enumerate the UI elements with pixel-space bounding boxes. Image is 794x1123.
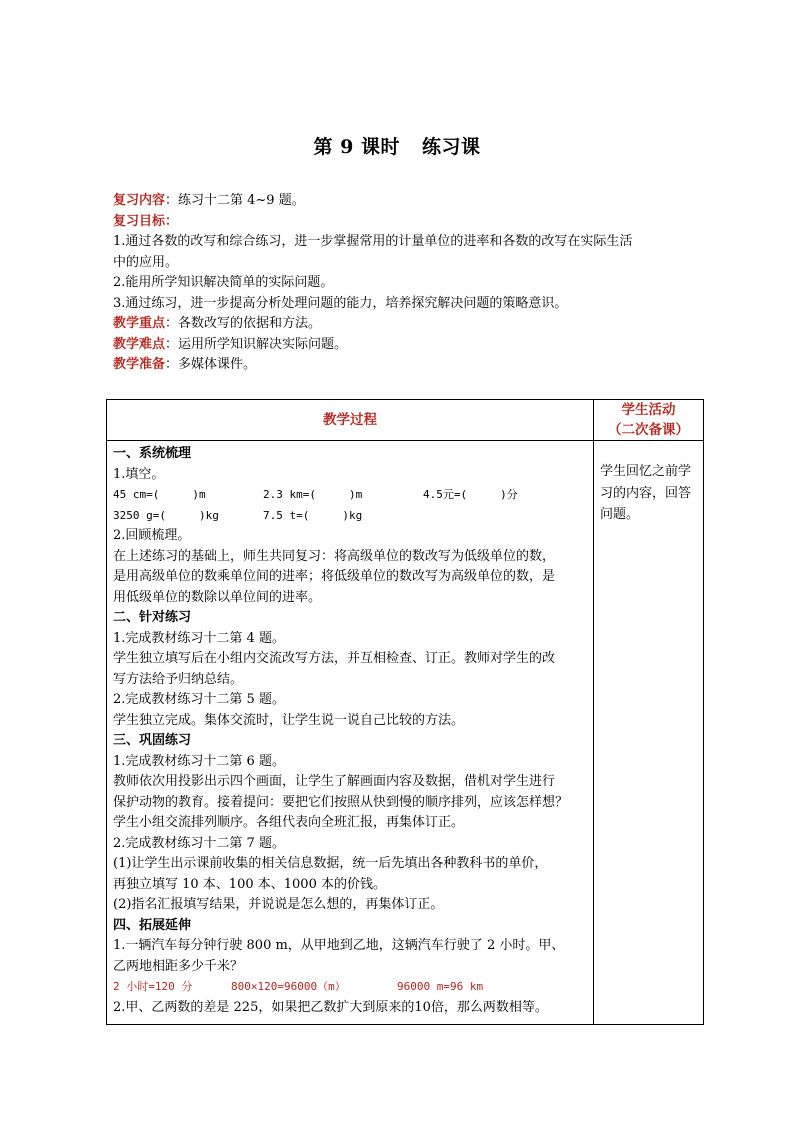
page-title (0, 132, 794, 159)
review-content-label: 复习内容 (113, 193, 166, 208)
review-content-text: ：练习十二第 4~9 题。 (165, 193, 305, 208)
review-goals-label: 复习目标 (113, 213, 166, 229)
paragraph-line: 乙两地相距多少千米？ (113, 958, 244, 974)
section-title: 二、针对练习 (113, 610, 192, 625)
paragraph-line: 2.甲、乙两数的差是 225，如果把乙数扩大到原来的10倍，那么两数相等。 (113, 999, 548, 1015)
paragraph-line: 学生独立填写后在小组内交流改写方法，并互相检查、订正。教师对学生的改 (113, 651, 556, 666)
paragraph-line: 在上述练习的基础上，师生共同复习：将高级单位的数改写为低级单位的数， (113, 548, 556, 564)
header-student-activity: 学生活动 （二次备课） (594, 400, 704, 441)
header-teaching-process: 教学过程 (107, 400, 594, 441)
preparation-text: ：多媒体课件。 (165, 357, 257, 372)
teaching-process-table (106, 399, 704, 1025)
goal-line: 2.能用所学知识解决简单的实际问题。 (113, 275, 334, 290)
paragraph-line: 学生独立完成。集体交流时，让学生说一说自己比较的方法。 (113, 712, 465, 728)
key-points-line (113, 314, 703, 335)
paragraph-line: (1)让学生出示课前收集的相关信息数据，统一后先填出各种教科书的单价， (113, 856, 548, 871)
paragraph-line: 是用高级单位的数乘单位间的进率；将低级单位的数改写为高级单位的数，是 (113, 569, 556, 584)
item-line: 1.完成教材练习十二第 6 题。 (113, 753, 285, 769)
goal-line: 1.通过各数的改写和综合练习，进一步掌握常用的计量单位的进率和各数的改写在实际生活 (113, 234, 633, 249)
lesson-intro (113, 191, 703, 376)
fill-blank-row: 3250 g=( )kg 7.5 t=( )kg (113, 508, 363, 522)
fill-blank-row: 45 cm=( )m 2.3 km=( )m 4.5元=( )分 (113, 488, 518, 501)
item-line: 2.完成教材练习十二第 5 题。 (113, 692, 285, 707)
preparation-label: 教学准备 (113, 357, 166, 372)
lesson-number: 第 9 课时 (313, 136, 400, 158)
difficulty-line (113, 335, 703, 356)
paragraph-line: 保护动物的教育。接着提问：要把它们按照从快到慢的顺序排列，应该怎样想？ (113, 794, 569, 810)
review-content-line (113, 191, 703, 212)
paragraph-line: 写方法给予归纳总结。 (113, 671, 244, 687)
answer-row: 2 小时=120 分 800×120=96000（m） 96000 m=96 km (113, 980, 484, 993)
section-title: 三、巩固练习 (113, 733, 192, 748)
section-title: 四、拓展延伸 (113, 917, 192, 933)
student-activity-cell (594, 441, 704, 1025)
item-line: 2.回顾梳理。 (113, 528, 191, 543)
difficulty-label: 教学难点 (113, 336, 166, 352)
difficulty-text: ：运用所学知识解决实际问题。 (165, 336, 348, 352)
item-line: 1.填空。 (113, 466, 165, 482)
section-title: 一、系统梳理 (113, 446, 192, 461)
paragraph-line: 学生小组交流排列顺序。各组代表向全班汇报，再集体订正。 (113, 815, 465, 830)
preparation-line (113, 355, 703, 376)
goal-line: 中的应用。 (113, 254, 179, 270)
paragraph-line: 再独立填写 10 本、100 本、1000 本的价钱。 (113, 876, 386, 892)
paragraph-line: 用低级单位的数除以单位间的进率。 (113, 589, 322, 605)
item-line: 2.完成教材练习十二第 7 题。 (113, 835, 285, 851)
lesson-name: 练习课 (421, 136, 481, 158)
paragraph-line: (2)指名汇报填写结果，并说说是怎么想的，再集体订正。 (113, 897, 444, 912)
paragraph-line: 1.一辆汽车每分钟行驶 800 m，从甲地到乙地，这辆汽车行驶了 2 小时。甲、 (113, 938, 565, 953)
paragraph-line: 教师依次用投影出示四个画面，让学生了解画面内容及数据，借机对学生进行 (113, 774, 556, 789)
review-goals-line: 复习目标： (113, 213, 179, 229)
teaching-process-cell (107, 441, 594, 1025)
key-points-label: 教学重点 (113, 316, 166, 331)
item-line: 1.完成教材练习十二第 4 题。 (113, 630, 285, 646)
student-activity-note: 学生回忆之前学习的内容，回答问题。 (600, 464, 692, 522)
key-points-text: ：各数改写的依据和方法。 (165, 316, 322, 331)
goal-line: 3.通过练习，进一步提高分析处理问题的能力，培养探究解决问题的策略意识。 (113, 295, 568, 311)
